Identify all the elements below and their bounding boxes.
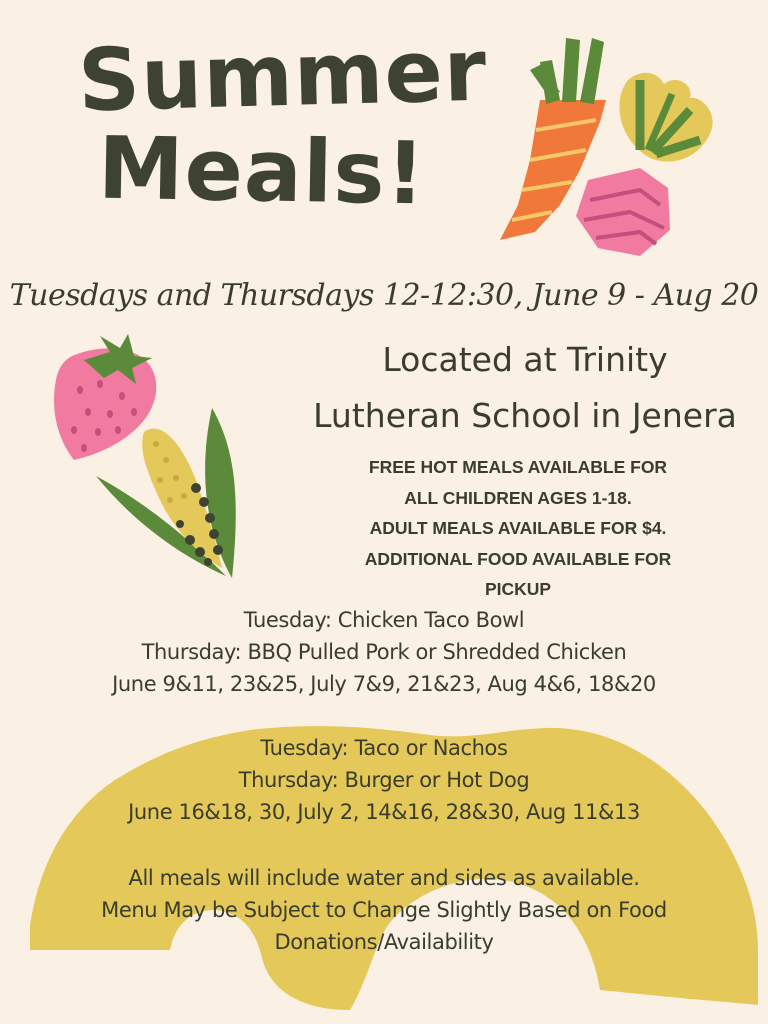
strawberry-icon: [54, 334, 156, 460]
menu-line: Thursday: Burger or Hot Dog: [238, 768, 530, 792]
announcement-line: ADDITIONAL FOOD AVAILABLE FOR: [364, 548, 672, 569]
poster-title: [76, 20, 489, 225]
footer-notes: [0, 862, 768, 958]
title-line-1: Summer: [76, 20, 489, 132]
location-line-2: Lutheran School in Jenera: [313, 396, 737, 435]
footer-line: All meals will include water and sides as available.: [128, 866, 640, 890]
menu-dates: June 9&11, 23&25, July 7&9, 21&23, Aug 4&6, 18&20: [112, 672, 656, 696]
meal-announcement: [318, 452, 718, 605]
menu-block-2: [0, 732, 768, 828]
announcement-line: PICKUP: [484, 579, 552, 599]
location-text: [300, 332, 750, 444]
announcement-line: ALL CHILDREN AGES 1-18.: [404, 487, 632, 508]
location-line-1: Located at Trinity: [382, 340, 668, 379]
menu-block-1: [0, 604, 768, 700]
announcement-line: ADULT MEALS AVAILABLE FOR $4.: [369, 518, 667, 538]
menu-line: Tuesday: Chicken Taco Bowl: [243, 608, 525, 632]
announcement-line: FREE HOT MEALS AVAILABLE FOR: [368, 457, 668, 477]
title-line-2: Meals!: [97, 118, 427, 225]
menu-dates: June 16&18, 30, July 2, 14&16, 28&30, Aug 11&13: [128, 800, 640, 824]
menu-line: Thursday: BBQ Pulled Pork or Shredded Chicken: [141, 640, 627, 664]
footer-line: Donations/Availability: [274, 930, 494, 954]
footer-line: Menu May be Subject to Change Slightly Based on Food: [101, 898, 667, 922]
menu-line: Tuesday: Taco or Nachos: [260, 736, 508, 760]
schedule-text: Tuesdays and Thursdays 12-12:30, June 9 - Aug 20: [9, 278, 759, 313]
bok-choy-icon: [619, 73, 712, 162]
beet-icon: [576, 168, 670, 256]
